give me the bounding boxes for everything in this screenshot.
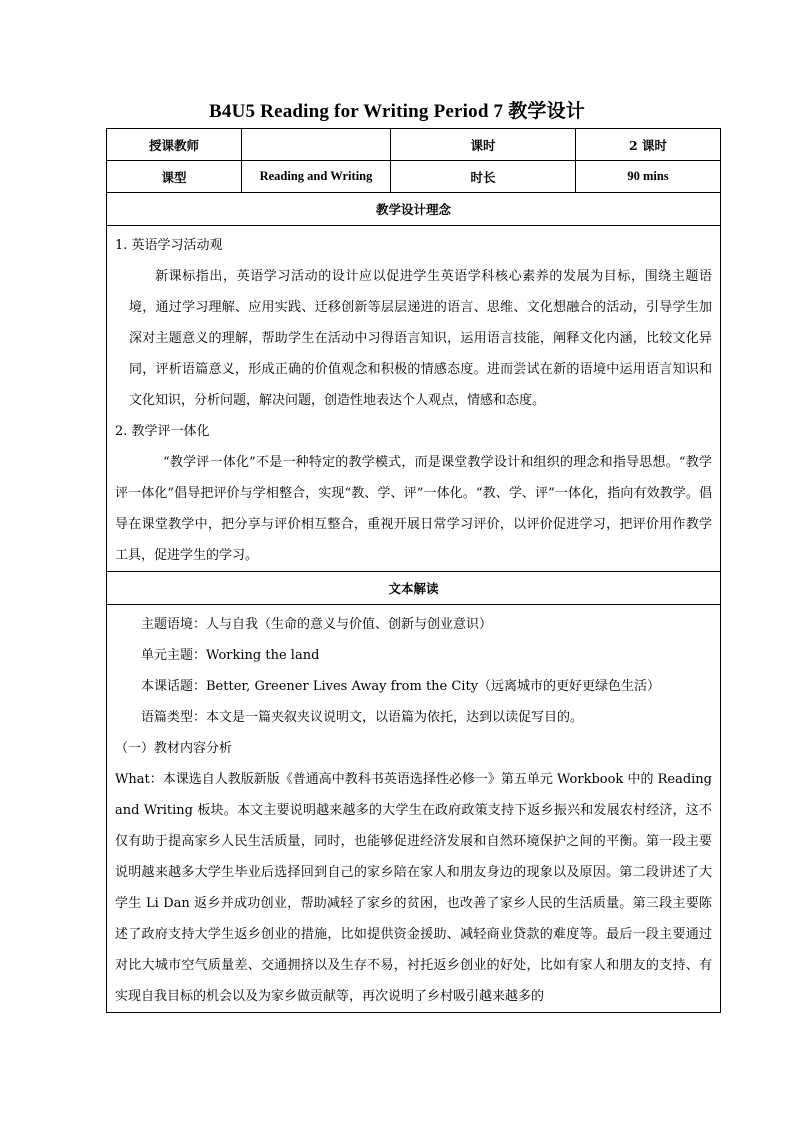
type-label: 课型 xyxy=(107,161,242,193)
analysis-body xyxy=(107,605,721,1013)
concept-item1-text: 新课标指出，英语学习活动的设计应以促进学生英语学科核心素养的发展为目标，围绕主题语境，通过学习理解、应用实践、迁移创新等层层递进的语言、思维、文化想融合的活动，引导学生加深对主题意义的理解，帮助学生在活动中习得语言知识，运用语言技能，阐释文化内涵，比较文化异同，评析语篇意义，形成正确的价值观念和积极的情感态度。进而尝试在新的语境中运用语言知识和文化知识，分析问题，解决问题，创造性地表达个人观点，情感和态度。 xyxy=(129,269,712,408)
hours-label: 课时 xyxy=(391,129,576,161)
analysis-title: 文本解读 xyxy=(107,572,721,605)
material-analysis-heading: （一）教材内容分析 xyxy=(115,741,233,756)
lesson-topic: 本课话题：Better, Greener Lives Away from the City（远离城市的更好更绿色生活） xyxy=(141,679,661,694)
document-title: B4U5 Reading for Writing Period 7 教学设计 xyxy=(209,101,585,122)
duration-value: 90 mins xyxy=(576,161,721,193)
concept-item2-text: “教学评一体化”不是一种特定的教学模式，而是课堂教学设计和组织的理念和指导思想。“教学评一体化”倡导把评价与学相整合，实现“教、学、评”一体化。“教、学、评”一体化，指向有效教学。倡导在课堂教学中，把分享与评价相互整合，重视开展日常学习评价，以评价促进学习，把评价用作教学工具，促进学生的学习。 xyxy=(115,455,712,563)
genre: 语篇类型：本文是一篇夹叙夹议说明文，以语篇为依托，达到以读促写目的。 xyxy=(141,710,584,725)
lesson-plan-table xyxy=(106,128,721,1013)
concept-item2-heading: 2. 教学评一体化 xyxy=(115,424,210,439)
concept-body-row xyxy=(107,226,721,572)
info-row-type xyxy=(107,161,721,193)
concept-title-row xyxy=(107,193,721,226)
info-row-teacher xyxy=(107,129,721,161)
theme-context: 主题语境：人与自我（生命的意义与价值、创新与创业意识） xyxy=(141,617,493,632)
teacher-label: 授课教师 xyxy=(107,129,242,161)
unit-theme: 单元主题：Working the land xyxy=(141,648,320,663)
concept-body xyxy=(107,226,721,572)
duration-label: 时长 xyxy=(391,161,576,193)
hours-value: 2 课时 xyxy=(576,129,721,161)
type-value: Reading and Writing xyxy=(242,161,391,193)
analysis-body-row xyxy=(107,605,721,1013)
what-paragraph: What：本课选自人教版新版《普通高中教科书英语选择性必修一》第五单元 Workbook 中的 Reading and Writing 板块。本文主要说明越来越多的大学生在政府政策支持下返乡振兴和发展农村经济，这不仅有助于提高家乡人民生活质量，同时，也能够促进经济发展和自然环境保护之间的平衡。第一段主要说明越来越多大学生毕业后选择回到自己的家乡陪在家人和朋友身边的现象以及原因。第二段讲述了大学生 Li Dan 返乡并成功创业，帮助减轻了家乡的贫困，也改善了家乡人民的生活质量。第三段主要陈述了政府支持大学生返乡创业的措施，比如提供资金援助、减轻商业贷款的难度等。最后一段主要通过对比大城市空气质量差、交通拥挤以及生存不易，衬托返乡创业的好处，比如有家人和朋友的支持、有实现自我目标的机会以及为家乡做贡献等，再次说明了乡村吸引越来越多的 xyxy=(115,772,712,1004)
analysis-title-row xyxy=(107,572,721,605)
concept-title: 教学设计理念 xyxy=(107,193,721,226)
teacher-value xyxy=(242,129,391,161)
concept-item1-heading: 1. 英语学习活动观 xyxy=(115,238,223,253)
